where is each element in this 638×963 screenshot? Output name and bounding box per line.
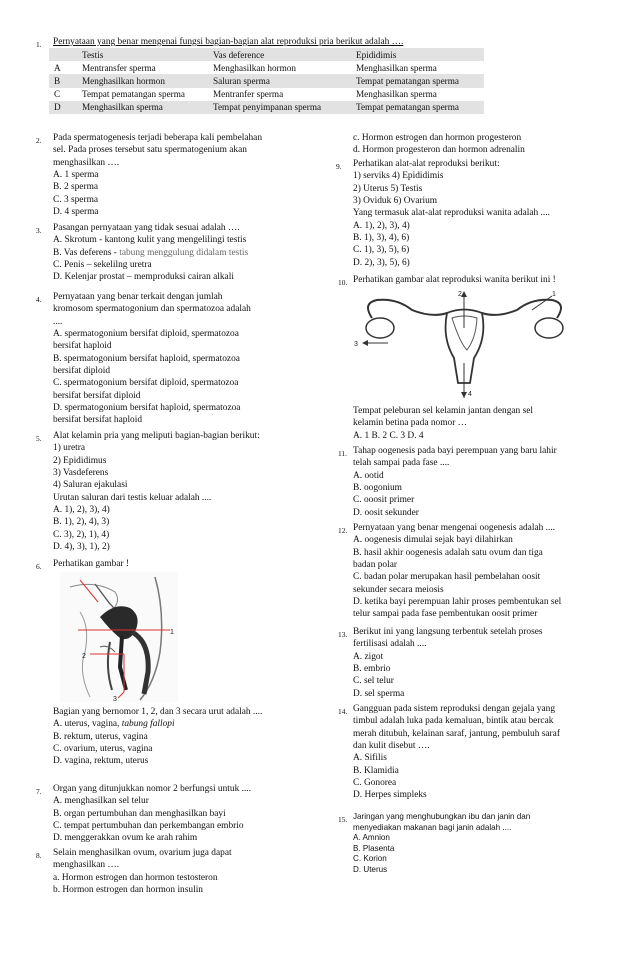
- q9-option: D. 2), 3), 5), 6): [353, 257, 410, 268]
- q2-block: [53, 132, 262, 218]
- q13-option: C. sel telur: [353, 676, 394, 687]
- q8-number: 8.: [36, 851, 42, 860]
- q8-line: Selain menghasilkan ovum, ovarium juga dapat: [53, 848, 232, 858]
- table-cell: Tempat penyimpanan sperma: [208, 101, 351, 114]
- q5-line: Alat kelamin pria yang meliputi bagian-bagian berikut:: [53, 431, 260, 441]
- q4-option: B. spermatogonium bersifat haploid, spermatozoa: [53, 353, 240, 364]
- q9-line: 2) Uterus 5) Testis: [353, 183, 423, 194]
- table-cell: Menghasilkan hormon: [77, 74, 208, 87]
- table-cell: Menghasilkan sperma: [356, 89, 437, 100]
- table-cell: Tempat pematangan sperma: [351, 101, 484, 114]
- table-cell: Menghasilkan sperma: [356, 62, 437, 73]
- q7-number: 7.: [36, 787, 42, 796]
- q14-option: A. Sifilis: [353, 753, 387, 764]
- q15-option: B. Plasenta: [353, 843, 395, 853]
- q11-option: C. ooosit primer: [353, 495, 415, 506]
- q11-line: Tahap oogenesis pada bayi perempuan yang baru lahir: [353, 446, 557, 456]
- q4-line: Pernyataan yang benar terkait dengan jumlah: [53, 292, 223, 302]
- q5-line: 1) uretra: [53, 443, 86, 454]
- q4-line: kromosom spermatogonium dan spermatozoa adalah: [53, 304, 251, 315]
- q11-option: B. oogonium: [353, 482, 402, 493]
- q7-option: C. tempat pertumbuhan dan perkembangan embrio: [53, 820, 244, 831]
- q12-option: D. ketika bayi perempuan lahir proses pembentukan sel: [353, 596, 562, 607]
- q8-option: a. Hormon estrogen dan hormon testosteron: [53, 872, 218, 883]
- q8-option: c. Hormon estrogen dan hormon progesteron: [353, 133, 522, 143]
- q12-number: 12.: [338, 526, 348, 535]
- q2-option: B. 2 sperma: [53, 182, 99, 193]
- q13-line: fertilisasi adalah ....: [353, 639, 427, 650]
- table-cell: Vas deference: [208, 48, 351, 61]
- q9-block: [353, 158, 550, 269]
- q14-line: timbul adalah luka pada kemaluan, bintik atau bercak: [353, 716, 554, 727]
- q12-option: B. hasil akhir oogenesis adalah satu ovum dan tiga: [353, 547, 543, 558]
- q14-option: D. Herpes simpleks: [353, 790, 427, 801]
- q3-line: Pasangan pernyataan yang tidak sesuai adalah ….: [53, 223, 240, 233]
- q9-line: 1) serviks 4) Epididimis: [353, 171, 444, 182]
- q4-option: D. spermatogonium bersifat haploid, spermatozoa: [53, 402, 241, 413]
- table-cell: Testis: [77, 48, 208, 61]
- q5-line: 4) Saluran ejakulasi: [53, 480, 128, 491]
- fig6-label: 1: [170, 629, 174, 636]
- q12-block: [353, 522, 561, 621]
- q3-option: A. Skrotum - kantong kulit yang mengelilingi testis: [53, 235, 247, 246]
- table-cell: Mentransfer sperma: [82, 62, 156, 73]
- q9-option: A. 1), 2), 3), 4): [353, 220, 410, 231]
- q4-block: [53, 291, 251, 426]
- q3-number: 3.: [36, 226, 42, 235]
- q6-option: B. rektum, uterus, vagina: [53, 731, 148, 742]
- q3-option: B. Vas deferens - tabung menggulung didalam testis: [53, 247, 249, 258]
- q3-block: [53, 222, 248, 284]
- q10-answers: [353, 405, 533, 442]
- q10-line: Tempat peleburan sel kelamin jantan dengan sel: [353, 406, 534, 416]
- table-row: [49, 101, 484, 114]
- fig10-label: 2: [458, 291, 462, 298]
- q6-option: D. vagina, rektum, uterus: [53, 756, 149, 767]
- q5-option: A. 1), 2), 3), 4): [53, 504, 110, 515]
- q5-option: C. 3), 2), 1), 4): [53, 529, 110, 540]
- q4-option: A. spermatogonium bersifat diploid, spermatozoa: [53, 328, 239, 339]
- q6-number: 6.: [36, 562, 42, 571]
- q13-option: B. embrio: [353, 663, 391, 674]
- q2-option: D. 4 sperma: [53, 206, 99, 217]
- q13-number: 13.: [338, 630, 348, 639]
- q14-line: dan kulit disebut ….: [353, 740, 430, 751]
- q7-option: B. organ pertumbuhan dan menghasilkan bayi: [53, 808, 226, 819]
- q9-number: 9.: [336, 162, 342, 171]
- q6-option: A. uterus, vagina, tabung fallopi: [53, 719, 175, 730]
- q10-options: A. 1 B. 2 C. 3 D. 4: [353, 430, 424, 441]
- q12-option: telur sampai pada fase pembentukan oosit primer: [353, 609, 538, 620]
- q7-option: A. menghasilkan sel telur: [53, 796, 149, 807]
- q2-line: menghasilkan ….: [53, 157, 120, 168]
- q2-line: Pada spermatogenesis terjadi beberapa kali pembelahan: [53, 133, 263, 143]
- q1-question: Pernyataan yang benar mengenai fungsi bagian-bagian alat reproduksi pria berikut adalah ….: [53, 37, 404, 47]
- q14-line: Gangguan pada sistem reproduksi dengan gejala yang: [353, 704, 556, 714]
- q5-line: 2) Epididimus: [53, 455, 107, 466]
- q7-line: Organ yang ditunjukkan nomor 2 berfungsi untuk ....: [53, 784, 251, 794]
- q15-option: D. Uterus: [353, 864, 388, 874]
- table-cell: Menghasilkan sperma: [77, 101, 208, 114]
- q7-option: D. menggerakkan ovum ke arah rahim: [53, 833, 198, 844]
- table-cell: C: [54, 89, 61, 100]
- q11-number: 11.: [338, 449, 347, 458]
- q5-block: [53, 430, 260, 553]
- q9-option: C. 1), 3), 5), 6): [353, 245, 410, 256]
- table-cell: D: [49, 101, 77, 114]
- q6-option: C. ovarium, uterus, vagina: [53, 743, 153, 754]
- female-pelvis-figure: [60, 572, 178, 702]
- table-cell: Tempat pematangan sperma: [351, 74, 484, 87]
- q9-line: 3) Oviduk 6) Ovarium: [353, 195, 438, 206]
- q10-prompt: Perhatikan gambar alat reproduksi wanita berikut ini !: [353, 275, 556, 285]
- fig10-label: 3: [354, 341, 358, 348]
- q2-option: C. 3 sperma: [53, 194, 99, 205]
- q11-option: D. oosit sekunder: [353, 507, 419, 518]
- q8-line: menghasilkan ….: [53, 860, 120, 871]
- female-reproductive-figure: [352, 288, 582, 400]
- q2-number: 2.: [36, 136, 42, 145]
- table-cell: Epididimis: [351, 48, 484, 61]
- q11-block: [353, 445, 557, 519]
- fig6-label: 3: [113, 696, 117, 702]
- q5-line: Urutan saluran dari testis keluar adalah ....: [53, 492, 212, 503]
- table-row: [49, 88, 484, 101]
- table-cell: A: [54, 62, 61, 73]
- q4-number: 4.: [36, 295, 42, 304]
- q15-option: C. Korion: [353, 854, 387, 864]
- q13-block: [353, 626, 543, 700]
- q4-option: bersifat bersifat diploid: [53, 390, 141, 401]
- q6-answers: [53, 706, 262, 768]
- q10-number: 10.: [338, 278, 348, 287]
- q12-option: sekunder secara meiosis: [353, 584, 444, 595]
- q14-option: C. Gonorea: [353, 777, 397, 788]
- table-cell: Tempat pematangan sperma: [82, 89, 185, 100]
- table-cell: [49, 48, 77, 61]
- q5-line: 3) Vasdeferens: [53, 467, 109, 478]
- fig10-label: 4: [468, 391, 472, 398]
- q3-option: C. Penis – sekelilng uretra: [53, 259, 152, 270]
- fig6-label: 2: [82, 653, 86, 660]
- q15-line: Jaringan yang menghubungkan ibu dan janin dan: [353, 812, 531, 821]
- q14-block: [353, 703, 560, 802]
- q15-line: menyediakan makanan bagi janin adalah ....: [353, 822, 512, 832]
- q1-number: 1.: [36, 40, 42, 49]
- q4-option: bersifat diploid: [53, 365, 111, 376]
- table-header-row: [49, 48, 484, 61]
- q8-option: b. Hormon estrogen dan hormon insulin: [53, 884, 203, 895]
- table-cell: Saluran sperma: [208, 74, 351, 87]
- q13-option: D. sel sperma: [353, 688, 405, 699]
- q3-option: D. Kelenjar prostat – memproduksi cairan alkali: [53, 272, 234, 283]
- q7-block: [53, 783, 251, 845]
- q12-option: A. oogenesis dimulai sejak bayi dilahirkan: [353, 535, 513, 546]
- q9-option: B. 1), 3), 4), 6): [353, 232, 410, 243]
- table-row: [49, 74, 484, 87]
- table-cell: Menghasilkan hormon: [213, 62, 296, 73]
- q2-line: sel. Pada proses tersebut satu spermatogenium akan: [53, 145, 247, 156]
- q11-option: A. ootid: [353, 470, 384, 481]
- q5-number: 5.: [36, 434, 42, 443]
- table-cell: B: [49, 74, 77, 87]
- q6-prompt: Perhatikan gambar !: [53, 559, 130, 569]
- q14-option: B. Klamidia: [353, 765, 399, 776]
- q1-table: [49, 48, 484, 114]
- q14-number: 14.: [338, 707, 348, 716]
- q4-option: bersifat haploid: [53, 341, 112, 352]
- table-row: [49, 61, 484, 74]
- q9-line: Perhatikan alat-alat reproduksi berikut:: [353, 159, 500, 169]
- q8-continued: [353, 132, 525, 157]
- q14-line: merah ditubuh, kelainan saraf, jantung, pembuluh saraf: [353, 728, 560, 739]
- q13-line: Berikut ini yang langsung terbentuk setelah proses: [353, 627, 543, 637]
- q12-option: C. badan polar merupakan hasil pembelahan oosit: [353, 572, 541, 583]
- q12-option: badan polar: [353, 559, 397, 570]
- q13-option: A. zigot: [353, 651, 384, 662]
- q12-line: Pernyataan yang benar mengenai oogenesis adalah ....: [353, 523, 556, 533]
- q5-option: D. 4), 3), 1), 2): [53, 541, 110, 552]
- q8-block: [53, 847, 232, 896]
- q4-line: ....: [53, 316, 63, 327]
- q4-option: bersifat bersifat haploid: [53, 415, 143, 426]
- q6-line: Bagian yang bernomor 1, 2, dan 3 secara urut adalah ....: [53, 707, 263, 717]
- q15-number: 15.: [338, 815, 348, 824]
- fig10-label: 1: [552, 291, 556, 298]
- q2-option: A. 1 sperma: [53, 169, 99, 180]
- q11-line: telah sampai pada fase ....: [353, 458, 450, 469]
- q15-option: A. Amnion: [353, 833, 390, 843]
- q5-option: B. 1), 2), 4), 3): [53, 517, 110, 528]
- q4-option: C. spermatogonium bersifat diploid, spermatozoa: [53, 378, 239, 389]
- table-cell: Mentranfer sperma: [213, 89, 284, 100]
- q15-block: [353, 812, 530, 875]
- q8-option: d. Hormon progesteron dan hormon adrenalin: [353, 145, 525, 156]
- q9-line: Yang termasuk alat-alat reproduksi wanita adalah ....: [353, 208, 550, 219]
- q10-line: kelamin betina pada nomor …: [353, 418, 468, 429]
